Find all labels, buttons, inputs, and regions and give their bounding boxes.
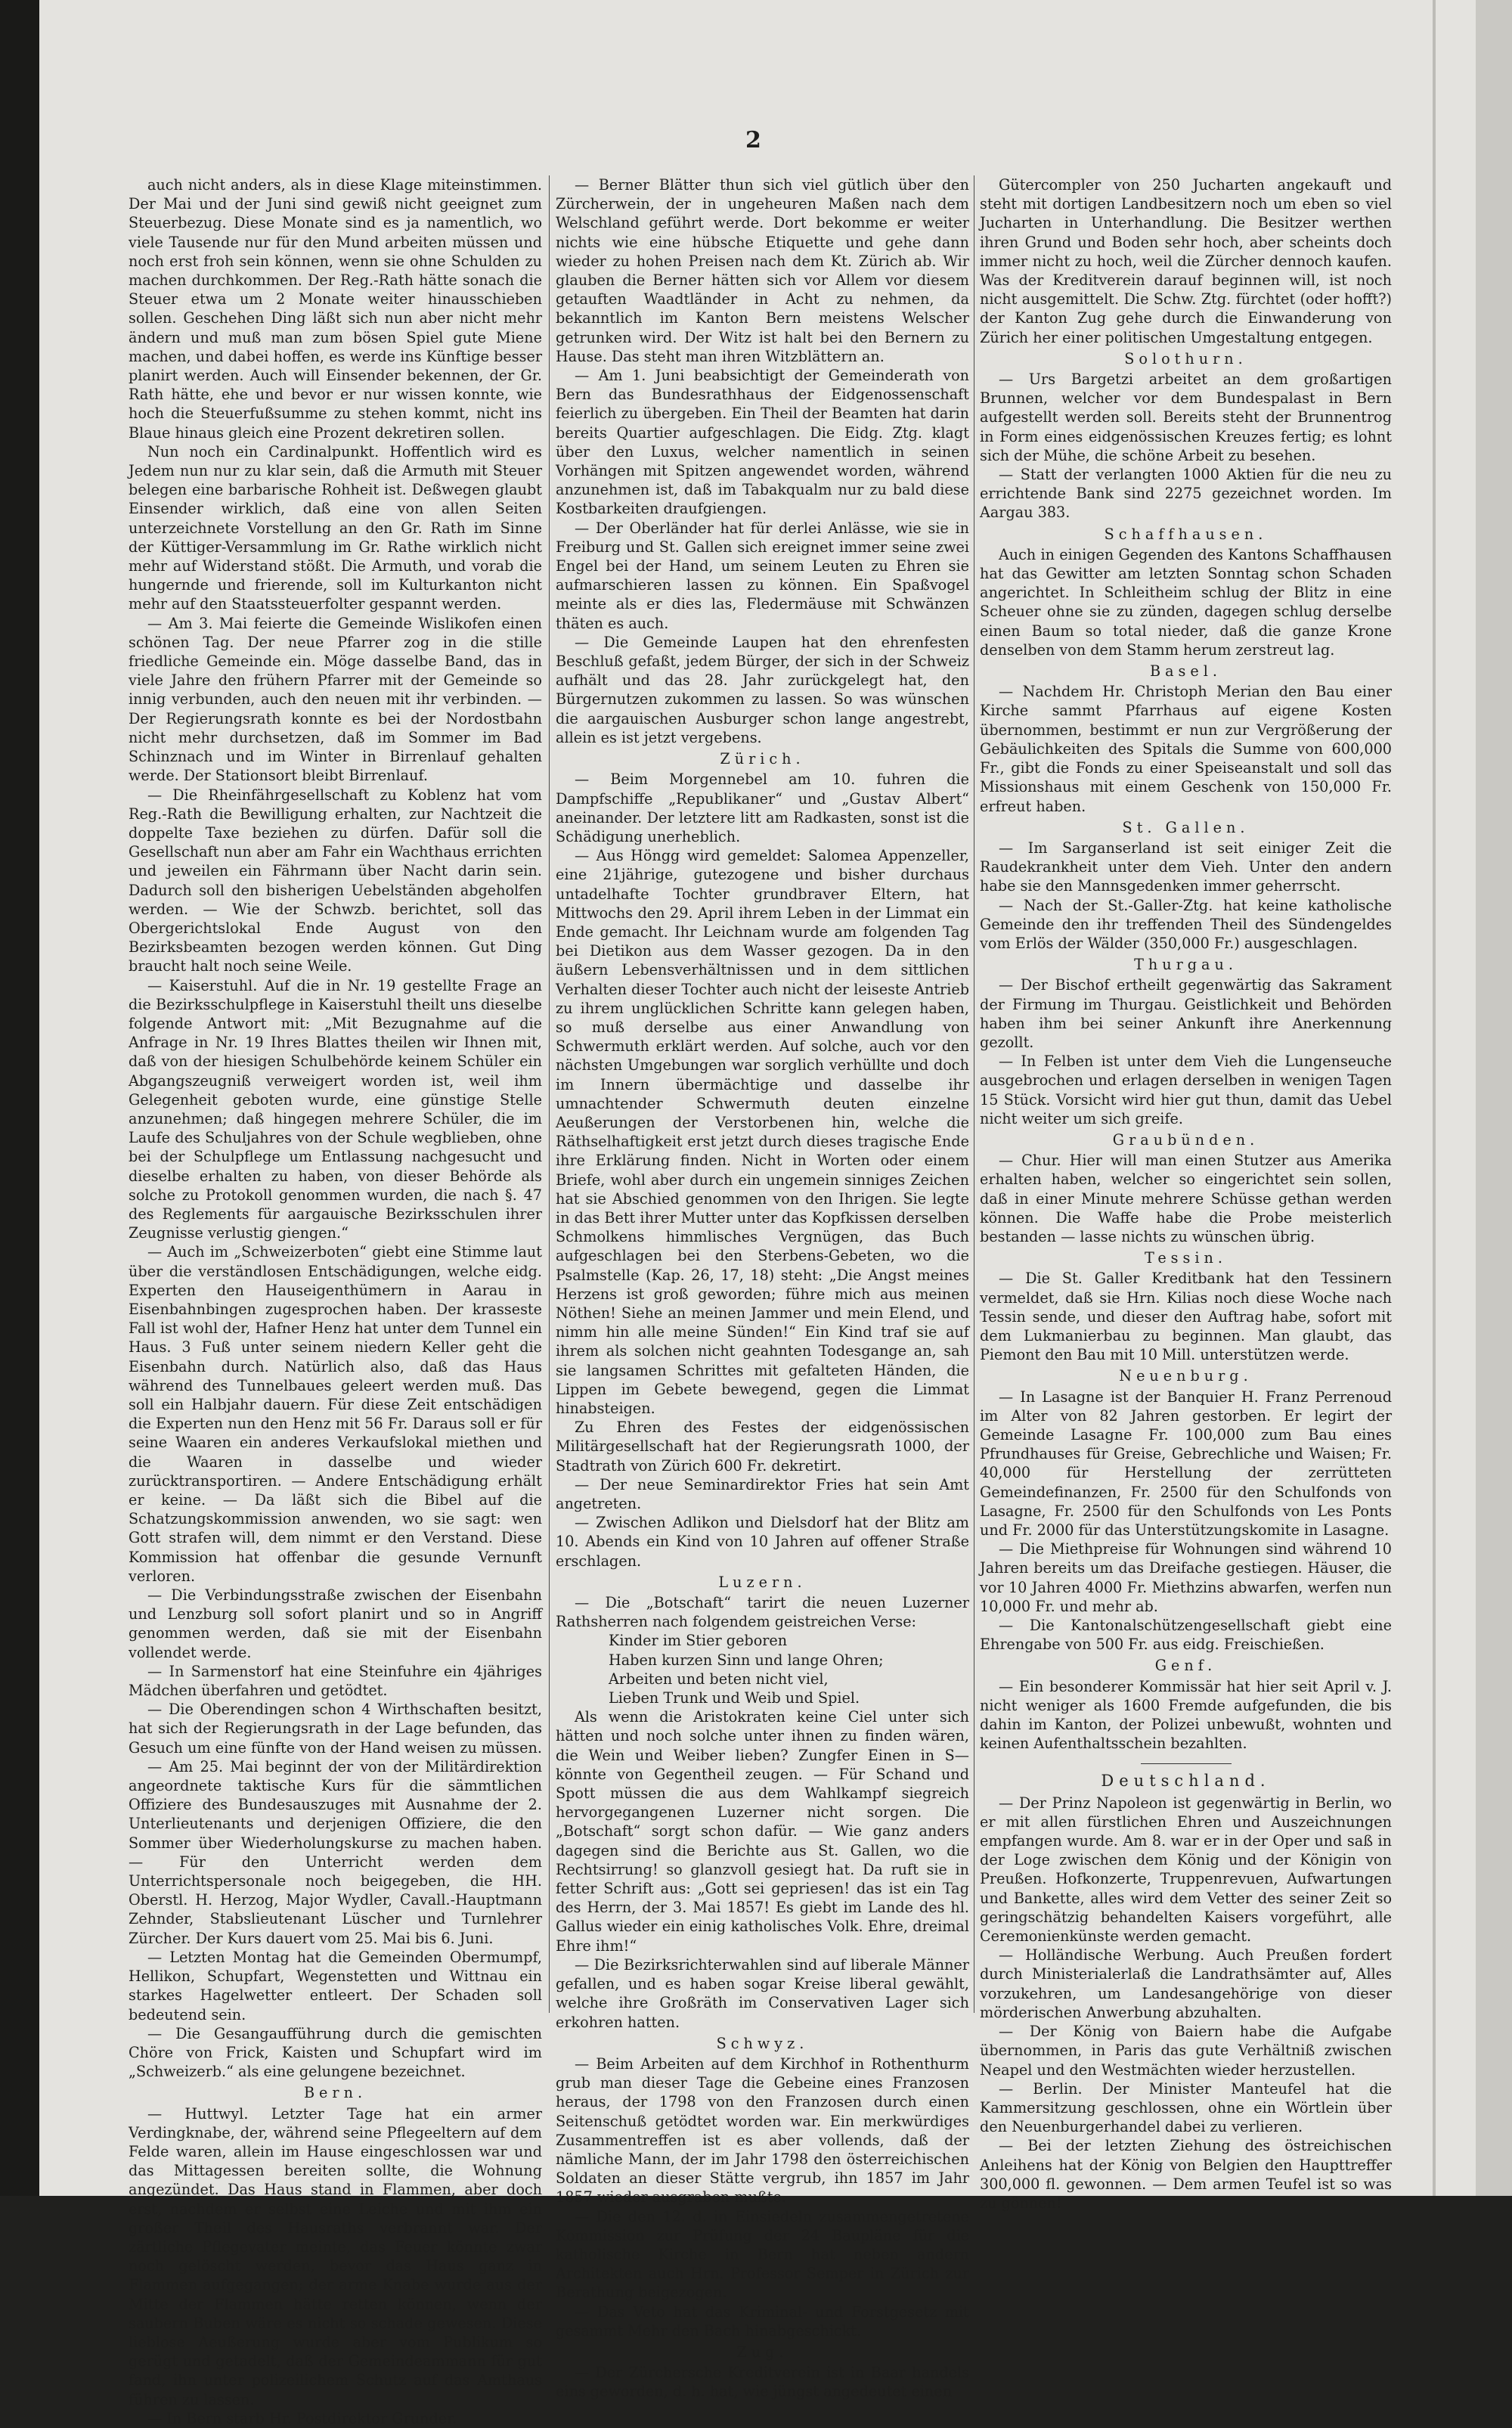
- article-paragraph: — Die Gesangaufführung durch die gemischten Chöre von Frick, Kaisten und Schupfart wird im „Schweizerb.“ als eine gelungene bezeichnet.: [129, 2024, 542, 2081]
- article-paragraph: — Aus Höngg wird gemeldet: Salomea Appenzeller, eine 21jährige, gutezogene und bisher durchaus untadelhafte Tochter grundbraver Eltern, hat Mittwochs den 29. April ihrem Leben in der Limmat ein Ende gemacht. Ihr Leichnam wurde am folgenden Tag bei Dietikon aus dem Wasser gezogen. Da in den äußern Lebensverhältnissen und in dem sittlichen Verhalten dieser Tochter auch nicht der leiseste Antrieb zu ihrem unglücklichen Schritte kann gelegen haben, so muß derselbe aus einer Anwandlung von Schwermuth erklärt werden. Auf solche, auch vor den nächsten Umgebungen war sorglich verhüllte und doch im Innern übermächtige und dasselbe ihr umnachtender Schwermuth deuten einzelne Aeußerungen der Verstorbenen hin, welche die Räthselhaftigkeit erst jetzt durch dieses tragische Ende ihre Erklärung finden. Nicht in Worten oder einem Briefe, wohl aber durch ein ungemein sinniges Zeichen hat sie Abschied genommen von den Ihrigen. Sie legte in das Bett ihrer Mutter unter das Kopfkissen derselben Schmolkens himmlisches Vergnügen, das Buch aufgeschlagen bei den Sterbens-Gebeten, wo die Psalmstelle (Kap. 26, 17, 18) steht: „Die Angst meines Herzens ist groß geworden; führe mich aus meinen Nöthen! Siehe an meinen Jammer und mein Elend, und nimm hin alle meine Sünden!“ Ein Kind traf sie auf ihrem als solchen nicht geahnten Todesgange an, sah sie langsamen Schrittes mit gefalteten Händen, die Lippen im Gebete bewegend, gegen die Limmat hinabsteigen.: [556, 847, 969, 1417]
- verse-line: Haben kurzen Sinn und lange Ohren;: [609, 1651, 884, 1669]
- article-paragraph: — Der Prinz Napoleon ist gegenwärtig in Berlin, wo er mit allen fürstlichen Ehren und Auszeichnungen empfangen wurde. Am 8. war er in der Oper und saß in der Loge zwischen dem König und der Königin von Preußen. Hofkonzerte, Truppenrevuen, Aufwartungen und Bankette, alles wird dem Vetter des seiner Zeit so geringschätzig behandelten Kaisers vorgeführt, alle Ceremonienkünste werden gemacht.: [980, 1794, 1392, 1946]
- article-paragraph: — Nachdem Hr. Christoph Merian den Bau einer Kirche sammt Pfarrhaus auf eigene Kosten übernommen, bestimmt er nun zur Vergrößerung der Gebäulichkeiten des Spitals die Summe von 600,000 Fr., gibt die Fonds zu einer Speiseanstalt und soll das Missionshaus mit einem Geschenk von 150,000 Fr. erfreut haben.: [980, 683, 1392, 815]
- section-heading: Tessin.: [1145, 1249, 1227, 1267]
- section-heading: Neuenburg.: [1119, 1367, 1253, 1385]
- article-paragraph: — Am 25. Mai beginnt der von der Militärdirektion angeordnete taktische Kurs für die sämmtlichen Offiziere des Bundesauszuges mit Ausnahme der 2. Unterlieutenants und derjenigen Offiziere, die den Sommer über Wiederholungskurse zu machen haben. — Für den Unterricht werden dem Unterrichtspersonale noch beigegeben, die HH. Oberstl. H. Herzog, Major Wydler, Cavall.-Hauptmann Zehnder, Stabslieutenant Lüscher und Turnlehrer Zürcher. Der Kurs dauert vom 25. Mai bis 6. Juni.: [129, 1757, 542, 1947]
- section-heading: Deutschland.: [1101, 1772, 1271, 1791]
- article-paragraph: auch nicht anders, als in diese Klage miteinstimmen. Der Mai und der Juni sind gewiß nicht geeignet zum Steuerbezug. Diese Monate sind es ja namentlich, wo viele Tausende nur für den Mund arbeiten müssen und noch erst froh sein können, wenn sie ohne Schulden zu machen durchkommen. Der Reg.-Rath hätte sonach die Steuer etwa um 2 Monate weiter hinausschieben sollen. Geschehen Ding läßt sich nun aber nicht mehr ändern und muß man zum bösen Spiel gute Miene machen, und dabei hoffen, es werde ins Künftige besser planirt werden. Auch will Einsender bekennen, der Gr. Rath hätte, ehe und bevor er nur wissen konnte, wie hoch die Steuerfußsumme zu stehen kommt, nicht ins Blaue hinaus gleich eine Prozent dekretiren sollen.: [129, 176, 542, 442]
- verse-line: Lieben Trunk und Weib und Spiel.: [609, 1689, 860, 1707]
- section-heading: Bern.: [303, 2084, 367, 2102]
- article-paragraph: — Die Verbindungsstraße zwischen der Eisenbahn und Lenzburg soll sofort planirt und so in Angriff genommen werden, daß sie mit der Eisenbahn vollendet werde.: [129, 1586, 542, 1661]
- article-paragraph: — Im Sarganserland ist seit einiger Zeit die Raudekrankheit unter dem Vieh. Unter den andern habe sie den Mannsgedenken immer geherrscht.: [980, 839, 1392, 895]
- article-paragraph: — Die Rheinfährgesellschaft zu Koblenz hat vom Reg.-Rath die Bewilligung erhalten, zur Nachtzeit die doppelte Taxe beziehen zu dürfen. Dafür soll die Gesellschaft nun aber am Fahr ein Wachthaus errichten und jeweilen ein Fährmann über Nacht darin sein. Dadurch soll den bisherigen Uebelständen abgeholfen werden. — Wie der Schwzb. berichtet, soll das Obergerichtslokal Ende August von den Bezirksbeamten bezogen werden können. Gut Ding braucht halt noch seine Weile.: [129, 786, 542, 975]
- article-paragraph: — Ein besonderer Kommissär hat hier seit April v. J. nicht weniger als 1600 Fremde aufgefunden, die bis dahin im Kanton, der Polizei unbewußt, wohnten und keinen Aufenthaltsschein bezahlten.: [980, 1677, 1392, 1753]
- page-number: 2: [745, 127, 761, 153]
- article-paragraph: — Der neue Seminardirektor Fries hat sein Amt angetreten.: [556, 1475, 969, 1513]
- column-3: [980, 175, 1392, 2212]
- section-heading: Graubünden.: [1112, 1130, 1259, 1149]
- article-paragraph: — Auch im „Schweizerboten“ giebt eine Stimme laut über die verständlosen Entschädigungen, welche eidg. Experten den Hauseigenthümern in Aarau in Eisenbahnbingen zugesprochen haben. Der krasseste Fall ist wohl der, Hafner Henz hat unter dem Tunnel ein Haus. 3 Fuß unter seinem niedern Keller geht die Eisenbahn durch. Natürlich also, daß das Haus während des Tunnelbaues geleert werden muß. Das soll ein Halbjahr dauern. Für diese Zeit entschädigen die Experten nun den Henz mit 56 Fr. Daraus soll er für seine Waaren ein anderes Verkaufslokal miethen und die Waaren in dasselbe und wieder zurücktransportiren. — Andere Entschädigung erhält er keine. — Da läßt sich die Bibel auf die Schatzungskommission anwenden, wo sie sagt: wen Gott strafen will, dem nimmt er den Verstand. Diese Kommission hat offenbar die gesunde Vernunft verloren.: [129, 1243, 542, 1585]
- article-paragraph: — Der Oberländer hat für derlei Anlässe, wie sie in Freiburg und St. Gallen sich ereignet immer seine zwei Engel bei der Hand, um seinem Leuten zu Ehren sie aufmarschieren lassen zu können. Ein Spaßvogel meinte als er dies las, Fledermäuse mit Schwänzen thäten es auch.: [556, 519, 969, 632]
- article-paragraph: — Der Zürchersche Kreditverein ist in Baar handels eins geworden, d. h. hat, wie jüngst angedeutet einen: [556, 2364, 969, 2401]
- article-paragraph: — Am 3. Mai feierte die Gemeinde Wislikofen einen schönen Tag. Der neue Pfarrer zog in die stille friedliche Gemeinde ein. Möge dasselbe Band, das in viele Jahre den frühern Pfarrer mit der Gemeinde so innig verbunden, auch den neuen mit ihr verbinden. — Der Regierungsrath konnte es bei der Nordostbahn nicht mehr durchsetzen, daß im Sommer im Bad Schinznach und im Winter in Birrenlauf gehalten werde. Der Stationsort bleibt Birrenlauf.: [129, 614, 542, 785]
- article-paragraph: Nun noch ein Cardinalpunkt. Hoffentlich wird es Jedem nun nur zu klar sein, daß die Armuth mit Steuer belegen eine barbarische Rohheit ist. Deßwegen glaubt Einsender wirklich, daß eine von allen Seiten unterzeichnete Vorstellung an den Gr. Rath im Sinne der Küttiger-Versammlung im Gr. Rathe wirklich nicht mehr auf Widerstand stößt. Die Armuth, und vorab die hungernde und frierende, soll im Kulturkanton nicht mehr auf den Staatssteuerfolter gespannt werden.: [129, 442, 542, 613]
- article-paragraph: Gütercompler von 250 Jucharten angekauft und steht mit dortigen Landbesitzern noch um eben so viel Jucharten in Unterhandlung. Die Besitzer werthen ihren Grund und Boden sehr hoch, aber scheints doch immer nicht zu hoch, weil die Zürcher dennoch kaufen. Was der Kreditverein darauf beginnen will, ist noch nicht ausgemittelt. Die Schw. Ztg. fürchtet (oder hofft?) der Kanton Zug gehe durch die Einwanderung von Zürich her einer politischen Umgestaltung entgegen.: [980, 176, 1392, 346]
- section-heading: Luzern.: [718, 1573, 807, 1591]
- article-paragraph: — Letzten Montag hat die Gemeinden Obermumpf, Hellikon, Schupfart, Wegenstetten und Wittnau ein starkes Hagelwetter entleert. Der Schaden soll bedeutend sein.: [129, 1948, 542, 2023]
- section-heading: Basel.: [1150, 662, 1222, 681]
- section-heading: Thurgau.: [1134, 956, 1238, 974]
- article-paragraph: — In Lasagne ist der Banquier H. Franz Perrenoud im Alter von 82 Jahren gestorben. Er legirt der Gemeinde Lasagne Fr. 100,000 zum Bau eines Pfrundhauses für Greise, Gebrechliche und Waisen; Fr. 40,000 für Herstellung der zerrütteten Gemeindefinanzen, Fr. 2500 für den Schulfonds von Lasagne, Fr. 2500 für den Schulfonds von Les Ponts und Fr. 2000 für das Unterstützungskomite in Lasagne.: [980, 1388, 1392, 1540]
- article-paragraph: — Huttwyl. Letzter Tage hat ein armer Verdingknabe, der, während seine Pflegeeltern auf dem Felde waren, allein im Hause eingeschlossen war und das Mittagessen bereiten sollte, die Wohnung angezündet. Das Haus stand in Flammen, aber doch erst, nachdem er selbst eine Leiche und mit ihm ein großer Theil des Hausraths verbrannt war. Der zärtliche Pflegevater meinte, das Feuer könnte zwar noch gelöscht werden, bevor das Haus ganz in Flammen aufgegangen; der arme Knabe wurde aus der Mitte der Flammen hätte retten können, wenn der saubern Buben wäre es nicht so schade gewesen. Diese lieblose Aeußerung wurde aber vom Publikum so gerügt und getadelt, daß der Gemeindeammann für gut fand, ihn unter polizeilichem Schutz auf das Amthaus führen zu lassen.: [129, 2104, 542, 2408]
- column-rule: [549, 175, 550, 2013]
- section-heading: Solothurn.: [1124, 349, 1247, 367]
- article-paragraph: — Statt der verlangten 1000 Aktien für die neu zu errichtende Bank sind 2275 gezeichnet worden. Im Aargau 383.: [980, 466, 1392, 522]
- page-fold: [1433, 0, 1436, 2196]
- column-1: [129, 175, 542, 2427]
- section-heading: Zürich.: [720, 750, 805, 768]
- article-paragraph: — Chur. Hier will man einen Stutzer aus Amerika erhalten haben, welcher so eingerichtet sein sollen, daß in einer Minute mehrere Schüsse gethan werden können. Die Waffe habe die Probe meisterlich bestanden — lasse nichts zu wünschen übrig.: [980, 1152, 1392, 1245]
- article-paragraph: — Beim Arbeiten auf dem Kirchhof in Rothenthurm grub man dieser Tage die Gebeine eines Franzosen heraus, der 1798 von den Franzosen durch einen Seitenschuß getödtet worden war. Ein merkwürdiges Zusammentreffen ist es aber vollends, daß der nämliche Mann, der im Jahr 1798 den österreichischen Soldaten an dieser Stätte vergrub, ihn 1857 im Jahr 1857 wieder ausgraben mußte.: [556, 2054, 969, 2206]
- article-paragraph: Zu Ehren des Festes der eidgenössischen Militärgesellschaft hat der Regierungsrath 1000, der Stadtrath von Zürich 600 Fr. dekretirt.: [556, 1419, 969, 1474]
- article-paragraph: — Der König von Baiern habe die Aufgabe übernommen, in Paris das gute Verhältniß zwischen Neapel und den Westmächten wieder herzustellen.: [980, 2023, 1392, 2079]
- article-paragraph: — Das Veto hat das Kriminal- und Forstgesetz mit gesammt Mehr den Bach hinabgeschickt.: [556, 2302, 969, 2340]
- article-paragraph: — Urs Bargetzi arbeitet an dem großartigen Brunnen, welcher vor dem Bundespalast in Bern aufgestellt werden soll. Bereits steht der Brunnentrog in Form eines eidgenössischen Kreuzes fertig; es lohnt sich der Mühe, die schöne Arbeit zu besehen.: [980, 371, 1392, 464]
- verse-line: Arbeiten und beten nicht viel,: [609, 1670, 829, 1688]
- article-paragraph: — Die Kantonalschützengesellschaft giebt eine Ehrengabe von 500 Fr. aus eidg. Freischießen.: [980, 1617, 1392, 1654]
- article-paragraph: — Die „Botschaft“ tarirt die neuen Luzerner Rathsherren nach folgendem geistreichen Verse:: [556, 1594, 969, 1631]
- article-paragraph: Auch in einigen Gegenden des Kantons Schaffhausen hat das Gewitter am letzten Sonntag schon Schaden angerichtet. In Schleitheim schlug der Blitz in eine Scheuer ohne sie zu zünden, dagegen schlug derselbe einen Baum so total nieder, daß die ganze Krone denselben von dem Stamm herum zerstreut lag.: [980, 545, 1392, 659]
- article-paragraph: — Der Bischof ertheilt gegenwärtig das Sakrament der Firmung im Thurgau. Geistlichkeit und Behörden haben ihm bei seiner Ankunft ihre Anerkennung gezollt.: [980, 976, 1392, 1051]
- article-paragraph: — In Bern starb Hr. Postdirektor Grunder.: [147, 2409, 457, 2427]
- article-paragraph: — Holländische Werbung. Auch Preußen fordert durch Ministerialerlaß die Landrathsämter auf, Alles vorzukehren, um Landesangehörige von dieser mörderischen Anwerbung abzuhalten.: [980, 1946, 1392, 2021]
- article-paragraph: — Die Miethpreise für Wohnungen sind während 10 Jahren bereits um das Dreifache gestiegen. Häuser, die vor 10 Jahren 4000 Fr. Miethzins abwarfen, werfen nun 10,000 Fr. und mehr ab.: [980, 1540, 1392, 1615]
- article-paragraph: — Die St. Galler Kreditbank hat den Tessinern vermeldet, daß sie Hrn. Kilias noch diese Woche nach Tessin sende, und dieser den Auftrag habe, sofort mit dem Lukmanierbau zu beginnen. Man glaubt, das Piemont den Bau mit 10 Mill. unterstützen werde.: [980, 1270, 1392, 1364]
- article-paragraph: — Die Oberendingen schon 4 Wirthschaften besitzt, hat sich der Regierungsrath in der Lage befunden, das Gesuch um eine fünfte von der Hand weisen zu müssen.: [129, 1701, 542, 1757]
- article-paragraph: — In Sarmenstorf hat eine Steinfuhre ein 4jähriges Mädchen überfahren und getödtet.: [129, 1662, 542, 1700]
- section-heading: Schwyz.: [716, 2034, 809, 2052]
- section-heading: St. Gallen.: [1122, 818, 1250, 836]
- verse-block: [556, 1631, 969, 1707]
- section-divider: [1141, 1763, 1232, 1764]
- article-paragraph: — Nach der St.-Galler-Ztg. hat keine katholische Gemeinde den ihr treffenden Theil des Sündengeldes vom Erlös der Wälder (350,000 Fr.) ausgeschlagen.: [980, 896, 1392, 952]
- article-paragraph: — Zwischen Adlikon und Dielsdorf hat der Blitz am 10. Abends ein Kind von 10 Jahren auf offener Straße erschlagen.: [556, 1514, 969, 1570]
- next-page-edge: [1476, 0, 1512, 2196]
- article-paragraph: — Bei der letzten Ziehung des östreichischen Anleihens hat der König von Belgien den Haupttreffer 300,000 fl. gewonnen. — Dem armen Teufel ist so was zu gönnen!: [980, 2137, 1392, 2212]
- article-paragraph: — Am 1. Juni beabsichtigt der Gemeinderath von Bern das Bundesrathhaus der Eidgenossenschaft feierlich zu übergeben. Ein Theil der Beamten hat darin bereits Quartier aufgeschlagen. Die Eidg. Ztg. klagt über den Luxus, welcher namentlich in seinen Vorhängen mit Spitzen angewendet worden, während anzunehmen ist, daß im Tabakqualm nur zu bald diese Kostbarkeiten draufgiengen.: [556, 367, 969, 518]
- article-paragraph: — Beim Morgennebel am 10. fuhren die Dampfschiffe „Republikaner“ und „Gustav Albert“ aneinander. Der letztere litt am Radkasten, sonst ist die Schädigung unerheblich.: [556, 771, 969, 845]
- article-paragraph: — Die den 12. d. in Einsiedeln zusammengetretene Kommission zur Prüfung der 24 Baupläne für die katholische Kirche in Bern hat neben andern Architekten auch Hrn. Professor Semper in Zürich zur Berathung beigezogen.: [556, 2207, 969, 2302]
- article-paragraph: — Die Gemeinde Laupen hat den ehrenfesten Beschluß gefaßt, jedem Bürger, der sich in der Schweiz aufhält und das 28. Jahr zurückgelegt hat, den Bürgernutzen zukommen zu lassen. So was wünschen die aargauischen Ausburger schon lange angestrebt, allein es ist jetzt vergebens.: [556, 633, 969, 746]
- article-paragraph: — In Felben ist unter dem Vieh die Lungenseuche ausgebrochen und erlagen derselben in wenigen Tagen 15 Stück. Vorsicht wird hier gut thun, damit das Uebel nicht weiter um sich greife.: [980, 1053, 1392, 1127]
- article-paragraph: — Die Bezirksrichterwahlen sind auf liberale Männer gefallen, und es haben sogar Kreise liberal gewählt, welche ihre Großräth im Conservativen Lager sich erkohren hatten.: [556, 1955, 969, 2031]
- article-paragraph: Als wenn die Aristokraten keine Ciel unter sich hätten und noch solche unter ihnen zu finden wären, die Wein und Weiber lieben? Zungfer Einen in S— könnte von Gegentheil zeugen. — Für Schand und Spott müssen die aus dem Wahlkampf siegreich hervorgegangenen Luzerner nicht sorgen. Die „Botschaft“ sorgt schon dafür. — Wie ganz anders dagegen sind die Berichte aus St. Gallen, wo die Rechtsirrung! so glanzvoll gesiegt hat. Da ruft sie in fetter Schrift aus: „Gott sei gepriesen! das ist ein Tag des Herrn, der 3. Mai 1857! Es giebt im Lande des hl. Gallus wieder ein einig katholisches Volk. Ehre, dreimal Ehre ihm!“: [556, 1708, 969, 1955]
- scan-left-edge: [0, 0, 39, 2196]
- verse-line: Kinder im Stier geboren: [609, 1632, 788, 1650]
- article-paragraph: — Berner Blätter thun sich viel gütlich über den Zürcherwein, der in ungeheuren Maßen nach dem Welschland geführt werde. Dort bekomme er weiter nichts wie eine hübsche Etiquette und gehe dann wieder zu hohen Preisen nach dem Kt. Zürich ab. Wir glauben die Berner hätten sich vor Allem vor diesem getauften Waadtländer in Acht zu nehmen, da bekanntlich im Kanton Bern meistens Welscher getrunken wird. Der Witz ist halt bei den Bernern zu Hause. Das steht man ihren Witzblättern an.: [556, 176, 969, 365]
- article-paragraph: — Kaiserstuhl. Auf die in Nr. 19 gestellte Frage an die Bezirksschulpflege in Kaiserstuhl theilt uns dieselbe folgende Antwort mit: „Mit Bezugnahme auf die Anfrage in Nr. 19 Ihres Blattes theilen wir Ihnen mit, daß von der hiesigen Schulbehörde keinem Schüler ein Abgangszeugniß verweigert worden ist, weil ihm Gelegenheit geboten wurde, eine günstige Stelle anzunehmen; daß hingegen mehrere Schüler, die im Laufe des Schuljahres von der Schule wegblieben, ohne bei der Schulpflege um Entlassung nachgesucht und dieselbe erhalten zu haben, von dieser Behörde als solche zu Protokoll genommen wurden, die nach §. 47 des Reglements für aargauische Bezirksschulen ihrer Zeugnisse verlustig giengen.“: [129, 976, 542, 1242]
- section-heading: Genf.: [1154, 1657, 1217, 1675]
- section-heading: Schaffhausen.: [1104, 525, 1268, 543]
- section-heading: Zug.: [736, 2343, 789, 2361]
- article-paragraph: — Berlin. Der Minister Manteufel hat die Kammersitzung geschlossen, ohne ein Wörtlein über den Neuenburgerhandel dabei zu verlieren.: [980, 2079, 1392, 2136]
- column-2: [556, 175, 969, 2401]
